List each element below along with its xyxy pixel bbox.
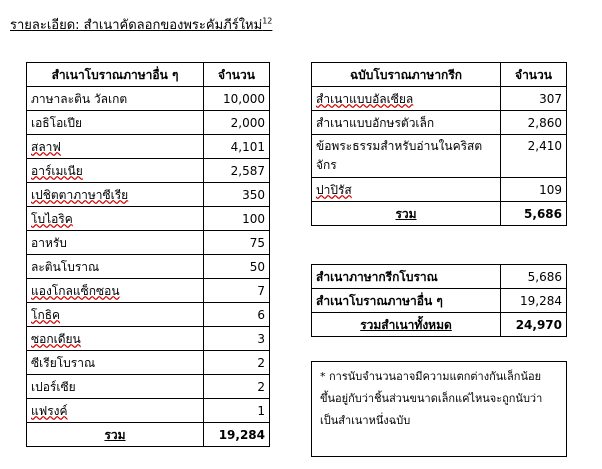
manuscript-count: 109: [501, 178, 567, 202]
table-row: [27, 183, 270, 207]
table-row: [312, 135, 567, 178]
manuscript-count: 350: [204, 183, 270, 207]
manuscript-count: 2,587: [204, 159, 270, 183]
manuscript-count: 307: [501, 87, 567, 111]
table-total-row: [27, 423, 270, 447]
footnote-box: [311, 361, 567, 457]
manuscript-count: 6: [204, 303, 270, 327]
manuscript-count: 100: [204, 207, 270, 231]
footnote-text: * การนับจำนวนอาจมีความแตกต่างกันเล็กน้อย ขึ้นอยู่กับว่าชิ้นส่วนขนาดเล็กแค่ไหนจะถูกนับว่าเป็นสำเนาหนึ่งฉบับ: [320, 370, 543, 427]
table-row: [312, 265, 567, 289]
page-title: [10, 14, 272, 35]
language-name: ละตินโบราณ: [27, 255, 204, 279]
language-name: เปชิตตาภาษาซีเรีย: [27, 183, 204, 207]
total-value: 5,686: [501, 202, 567, 226]
grand-total-label: รวมสำเนาทั้งหมด: [312, 313, 501, 337]
manuscript-count: 4,101: [204, 135, 270, 159]
language-name: โบไอริค: [27, 207, 204, 231]
summary-label: สำเนาโบราณภาษาอื่น ๆ: [312, 289, 501, 313]
table-row: [312, 289, 567, 313]
language-name: โกธิค: [27, 303, 204, 327]
total-label: รวม: [312, 202, 501, 226]
manuscript-count: 10,000: [204, 87, 270, 111]
table-total-row: [312, 202, 567, 226]
manuscript-count: 75: [204, 231, 270, 255]
table-row: [27, 255, 270, 279]
header-count: จำนวน: [204, 63, 270, 87]
language-name: แฟรงค์: [27, 399, 204, 423]
manuscript-type: ข้อพระธรรมสำหรับอ่านในคริสตจักร: [312, 135, 501, 178]
language-name: ซีเรียโบราณ: [27, 351, 204, 375]
title-text: รายละเอียด: สำเนาคัดลอกของพระคัมภีร์ใหม่: [10, 18, 263, 33]
table-row: [27, 327, 270, 351]
manuscript-count: 2,000: [204, 111, 270, 135]
total-value: 19,284: [204, 423, 270, 447]
language-name: อาร์เมเนีย: [27, 159, 204, 183]
manuscript-count: 2,860: [501, 111, 567, 135]
manuscript-count: 50: [204, 255, 270, 279]
manuscript-count: 7: [204, 279, 270, 303]
language-name: ภาษาละติน วัลเกต: [27, 87, 204, 111]
language-name: อาหรับ: [27, 231, 204, 255]
table-row: [27, 303, 270, 327]
table-row: [27, 135, 270, 159]
table-row: [27, 159, 270, 183]
language-name: เปอร์เซีย: [27, 375, 204, 399]
table-row: [27, 231, 270, 255]
table-row: [27, 87, 270, 111]
manuscript-count: 3: [204, 327, 270, 351]
total-label: รวม: [27, 423, 204, 447]
manuscript-count: 2,410: [501, 135, 567, 178]
table-row: [27, 351, 270, 375]
manuscript-type: สำเนาแบบอักษรตัวเล็ก: [312, 111, 501, 135]
language-name: แองโกลแซ็กซอน: [27, 279, 204, 303]
language-name: สลาฟ: [27, 135, 204, 159]
table-row: [312, 111, 567, 135]
table-header-row: [27, 63, 270, 87]
language-name: เอธิโอเปีย: [27, 111, 204, 135]
table-row: [27, 207, 270, 231]
table-header-row: [312, 63, 567, 87]
table-row: [27, 375, 270, 399]
header-count: จำนวน: [501, 63, 567, 87]
header-language: สำเนาโบราณภาษาอื่น ๆ: [27, 63, 204, 87]
summary-value: 19,284: [501, 289, 567, 313]
other-languages-table: [26, 62, 270, 447]
header-type: ฉบับโบราณภาษากรีก: [312, 63, 501, 87]
greek-manuscripts-table: [311, 62, 567, 226]
manuscript-count: 2: [204, 375, 270, 399]
table-total-row: [312, 313, 567, 337]
manuscript-type: สำเนาแบบอัลเซียล: [312, 87, 501, 111]
summary-value: 5,686: [501, 265, 567, 289]
summary-label: สำเนาภาษากรีกโบราณ: [312, 265, 501, 289]
manuscript-type: ปาปิรัส: [312, 178, 501, 202]
manuscript-count: 2: [204, 351, 270, 375]
table-row: [312, 178, 567, 202]
grand-total-value: 24,970: [501, 313, 567, 337]
table-row: [312, 87, 567, 111]
title-footnote-ref: 12: [262, 16, 273, 26]
table-row: [27, 399, 270, 423]
summary-table: [311, 264, 567, 337]
language-name: ซอกเดียน: [27, 327, 204, 351]
manuscript-count: 1: [204, 399, 270, 423]
table-row: [27, 111, 270, 135]
table-row: [27, 279, 270, 303]
